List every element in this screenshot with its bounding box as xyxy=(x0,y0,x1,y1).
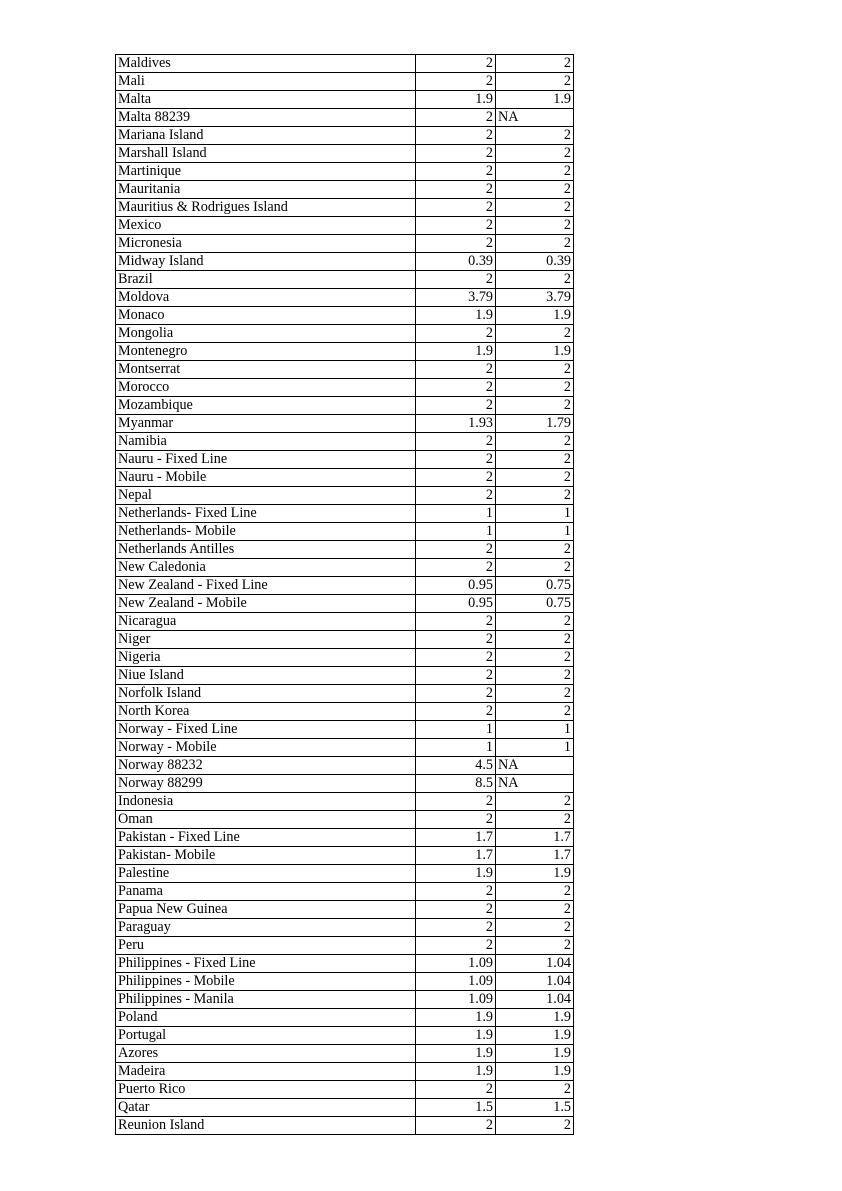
table-row xyxy=(116,307,574,325)
country-name-cell: Marshall Island xyxy=(116,145,416,163)
country-name-cell: Monaco xyxy=(116,307,416,325)
rate-1-cell: 2 xyxy=(416,469,496,487)
country-name-cell: Norway - Fixed Line xyxy=(116,721,416,739)
rate-1-cell: 2 xyxy=(416,181,496,199)
country-name-cell: Mongolia xyxy=(116,325,416,343)
rate-2-cell: 3.79 xyxy=(496,289,574,307)
country-name-cell: Norfolk Island xyxy=(116,685,416,703)
country-name-cell: Paraguay xyxy=(116,919,416,937)
table-row xyxy=(116,541,574,559)
rate-1-cell: 1.9 xyxy=(416,1027,496,1045)
table-row xyxy=(116,883,574,901)
country-name-cell: Maldives xyxy=(116,55,416,73)
rate-2-cell: 2 xyxy=(496,73,574,91)
rate-2-cell: 1.04 xyxy=(496,955,574,973)
table-row xyxy=(116,1117,574,1135)
rate-2-cell: 2 xyxy=(496,235,574,253)
rate-1-cell: 2 xyxy=(416,397,496,415)
rate-1-cell: 2 xyxy=(416,451,496,469)
country-name-cell: Reunion Island xyxy=(116,1117,416,1135)
rate-2-cell: 2 xyxy=(496,145,574,163)
country-name-cell: Madeira xyxy=(116,1063,416,1081)
rate-2-cell: 1.9 xyxy=(496,91,574,109)
rate-1-cell: 4.5 xyxy=(416,757,496,775)
rate-1-cell: 2 xyxy=(416,55,496,73)
table-row xyxy=(116,289,574,307)
country-name-cell: Panama xyxy=(116,883,416,901)
rate-1-cell: 2 xyxy=(416,667,496,685)
rate-2-cell: 0.39 xyxy=(496,253,574,271)
table-row xyxy=(116,721,574,739)
country-name-cell: Netherlands- Mobile xyxy=(116,523,416,541)
table-row xyxy=(116,1027,574,1045)
country-name-cell: Nicaragua xyxy=(116,613,416,631)
table-row xyxy=(116,379,574,397)
rate-1-cell: 2 xyxy=(416,433,496,451)
rate-2-cell: 2 xyxy=(496,667,574,685)
rate-1-cell: 2 xyxy=(416,937,496,955)
country-name-cell: Netherlands Antilles xyxy=(116,541,416,559)
rate-2-cell: 0.75 xyxy=(496,577,574,595)
country-name-cell: Nepal xyxy=(116,487,416,505)
rate-1-cell: 2 xyxy=(416,919,496,937)
rate-2-cell: 1.7 xyxy=(496,847,574,865)
table-row xyxy=(116,577,574,595)
table-row xyxy=(116,1045,574,1063)
table-row xyxy=(116,1081,574,1099)
table-row xyxy=(116,199,574,217)
table-row xyxy=(116,559,574,577)
rate-1-cell: 1 xyxy=(416,739,496,757)
table-row xyxy=(116,955,574,973)
rate-1-cell: 2 xyxy=(416,127,496,145)
rate-2-cell: 1.9 xyxy=(496,1063,574,1081)
rate-2-cell: NA xyxy=(496,775,574,793)
rate-1-cell: 2 xyxy=(416,487,496,505)
country-name-cell: Micronesia xyxy=(116,235,416,253)
table-row xyxy=(116,73,574,91)
country-name-cell: Indonesia xyxy=(116,793,416,811)
rate-2-cell: 1.9 xyxy=(496,307,574,325)
country-name-cell: Puerto Rico xyxy=(116,1081,416,1099)
table-row xyxy=(116,451,574,469)
rate-2-cell: 2 xyxy=(496,685,574,703)
country-name-cell: Pakistan - Fixed Line xyxy=(116,829,416,847)
country-name-cell: Nigeria xyxy=(116,649,416,667)
rate-1-cell: 2 xyxy=(416,793,496,811)
rate-1-cell: 1.9 xyxy=(416,1045,496,1063)
rates-table-body xyxy=(116,55,574,1135)
rate-1-cell: 2 xyxy=(416,631,496,649)
rate-2-cell: 2 xyxy=(496,1117,574,1135)
country-name-cell: Moldova xyxy=(116,289,416,307)
table-row xyxy=(116,343,574,361)
table-row xyxy=(116,757,574,775)
rate-1-cell: 2 xyxy=(416,379,496,397)
country-name-cell: Norway 88232 xyxy=(116,757,416,775)
country-name-cell: New Caledonia xyxy=(116,559,416,577)
table-row xyxy=(116,469,574,487)
rate-1-cell: 2 xyxy=(416,649,496,667)
table-row xyxy=(116,901,574,919)
table-row xyxy=(116,217,574,235)
rate-2-cell: 1.9 xyxy=(496,343,574,361)
rate-1-cell: 2 xyxy=(416,199,496,217)
rate-2-cell: 2 xyxy=(496,883,574,901)
rate-1-cell: 2 xyxy=(416,559,496,577)
table-row xyxy=(116,595,574,613)
rate-2-cell: 1.9 xyxy=(496,1045,574,1063)
country-name-cell: Mozambique xyxy=(116,397,416,415)
country-name-cell: Papua New Guinea xyxy=(116,901,416,919)
country-name-cell: Philippines - Mobile xyxy=(116,973,416,991)
rate-2-cell: 1 xyxy=(496,739,574,757)
rate-1-cell: 1.9 xyxy=(416,343,496,361)
rate-2-cell: 2 xyxy=(496,469,574,487)
country-name-cell: Palestine xyxy=(116,865,416,883)
rate-1-cell: 1.5 xyxy=(416,1099,496,1117)
country-name-cell: Niue Island xyxy=(116,667,416,685)
table-row xyxy=(116,253,574,271)
rate-2-cell: 2 xyxy=(496,649,574,667)
rate-2-cell: 2 xyxy=(496,559,574,577)
rate-1-cell: 2 xyxy=(416,217,496,235)
country-name-cell: Montenegro xyxy=(116,343,416,361)
table-row xyxy=(116,325,574,343)
country-name-cell: Mexico xyxy=(116,217,416,235)
rate-2-cell: 2 xyxy=(496,55,574,73)
rate-1-cell: 2 xyxy=(416,703,496,721)
table-row xyxy=(116,667,574,685)
rate-1-cell: 1 xyxy=(416,721,496,739)
table-row xyxy=(116,739,574,757)
country-name-cell: New Zealand - Fixed Line xyxy=(116,577,416,595)
rate-2-cell: 2 xyxy=(496,541,574,559)
rate-2-cell: 1.9 xyxy=(496,1009,574,1027)
rate-2-cell: NA xyxy=(496,109,574,127)
rate-1-cell: 2 xyxy=(416,883,496,901)
rate-1-cell: 1.9 xyxy=(416,865,496,883)
rate-2-cell: 2 xyxy=(496,487,574,505)
rate-1-cell: 2 xyxy=(416,163,496,181)
table-row xyxy=(116,703,574,721)
rate-1-cell: 1.09 xyxy=(416,955,496,973)
country-name-cell: New Zealand - Mobile xyxy=(116,595,416,613)
table-row xyxy=(116,631,574,649)
rate-2-cell: 1.9 xyxy=(496,865,574,883)
rate-1-cell: 1.7 xyxy=(416,829,496,847)
country-name-cell: Montserrat xyxy=(116,361,416,379)
rate-2-cell: 2 xyxy=(496,163,574,181)
table-row xyxy=(116,181,574,199)
table-row xyxy=(116,361,574,379)
country-name-cell: Nauru - Fixed Line xyxy=(116,451,416,469)
rate-1-cell: 1.93 xyxy=(416,415,496,433)
rate-2-cell: 2 xyxy=(496,451,574,469)
rate-2-cell: 2 xyxy=(496,127,574,145)
country-name-cell: Azores xyxy=(116,1045,416,1063)
country-name-cell: Peru xyxy=(116,937,416,955)
rate-2-cell: 1 xyxy=(496,505,574,523)
rate-2-cell: 1.5 xyxy=(496,1099,574,1117)
rate-1-cell: 2 xyxy=(416,361,496,379)
rate-1-cell: 2 xyxy=(416,1117,496,1135)
rates-table xyxy=(115,54,574,1135)
table-row xyxy=(116,919,574,937)
table-row xyxy=(116,235,574,253)
rate-2-cell: 1.79 xyxy=(496,415,574,433)
table-row xyxy=(116,433,574,451)
rate-1-cell: 0.95 xyxy=(416,595,496,613)
table-row xyxy=(116,847,574,865)
table-row xyxy=(116,487,574,505)
table-row xyxy=(116,775,574,793)
table-row xyxy=(116,865,574,883)
rate-1-cell: 2 xyxy=(416,271,496,289)
table-row xyxy=(116,145,574,163)
country-name-cell: Martinique xyxy=(116,163,416,181)
rate-1-cell: 0.95 xyxy=(416,577,496,595)
country-name-cell: Netherlands- Fixed Line xyxy=(116,505,416,523)
rate-1-cell: 1.9 xyxy=(416,91,496,109)
table-row xyxy=(116,685,574,703)
table-row xyxy=(116,91,574,109)
rate-1-cell: 8.5 xyxy=(416,775,496,793)
rate-1-cell: 1.9 xyxy=(416,307,496,325)
table-row xyxy=(116,109,574,127)
rate-2-cell: 2 xyxy=(496,1081,574,1099)
country-name-cell: Mauritius & Rodrigues Island xyxy=(116,199,416,217)
rate-1-cell: 2 xyxy=(416,325,496,343)
rate-2-cell: 1.04 xyxy=(496,991,574,1009)
country-name-cell: Morocco xyxy=(116,379,416,397)
country-name-cell: Mauritania xyxy=(116,181,416,199)
country-name-cell: Midway Island xyxy=(116,253,416,271)
rate-1-cell: 1.09 xyxy=(416,991,496,1009)
rate-2-cell: 2 xyxy=(496,901,574,919)
rate-2-cell: 2 xyxy=(496,937,574,955)
rate-1-cell: 2 xyxy=(416,811,496,829)
rate-2-cell: 2 xyxy=(496,361,574,379)
rate-1-cell: 2 xyxy=(416,73,496,91)
country-name-cell: Norway 88299 xyxy=(116,775,416,793)
rate-2-cell: 2 xyxy=(496,613,574,631)
table-row xyxy=(116,1099,574,1117)
table-row xyxy=(116,991,574,1009)
country-name-cell: Poland xyxy=(116,1009,416,1027)
country-name-cell: Mali xyxy=(116,73,416,91)
table-row xyxy=(116,163,574,181)
table-row xyxy=(116,397,574,415)
table-row xyxy=(116,649,574,667)
rate-2-cell: 1 xyxy=(496,523,574,541)
table-row xyxy=(116,415,574,433)
country-name-cell: Oman xyxy=(116,811,416,829)
table-row xyxy=(116,55,574,73)
rate-2-cell: 1.9 xyxy=(496,1027,574,1045)
country-name-cell: Malta 88239 xyxy=(116,109,416,127)
rate-2-cell: 2 xyxy=(496,397,574,415)
table-row xyxy=(116,613,574,631)
table-row xyxy=(116,973,574,991)
country-name-cell: Qatar xyxy=(116,1099,416,1117)
country-name-cell: Brazil xyxy=(116,271,416,289)
table-row xyxy=(116,793,574,811)
rate-1-cell: 2 xyxy=(416,1081,496,1099)
country-name-cell: Malta xyxy=(116,91,416,109)
rate-1-cell: 2 xyxy=(416,541,496,559)
rate-2-cell: 1.04 xyxy=(496,973,574,991)
table-row xyxy=(116,811,574,829)
rate-2-cell: 2 xyxy=(496,919,574,937)
rate-1-cell: 1 xyxy=(416,505,496,523)
rate-1-cell: 2 xyxy=(416,901,496,919)
table-row xyxy=(116,505,574,523)
rate-1-cell: 2 xyxy=(416,145,496,163)
rate-2-cell: 2 xyxy=(496,811,574,829)
rate-1-cell: 1 xyxy=(416,523,496,541)
rate-2-cell: 2 xyxy=(496,325,574,343)
country-name-cell: Mariana Island xyxy=(116,127,416,145)
table-row xyxy=(116,523,574,541)
rate-2-cell: 2 xyxy=(496,271,574,289)
table-row xyxy=(116,127,574,145)
rate-1-cell: 1.9 xyxy=(416,1009,496,1027)
table-row xyxy=(116,1009,574,1027)
rate-1-cell: 2 xyxy=(416,109,496,127)
country-name-cell: Nauru - Mobile xyxy=(116,469,416,487)
country-name-cell: Namibia xyxy=(116,433,416,451)
rate-2-cell: 2 xyxy=(496,793,574,811)
table-row xyxy=(116,937,574,955)
rate-1-cell: 1.09 xyxy=(416,973,496,991)
country-name-cell: Niger xyxy=(116,631,416,649)
country-name-cell: Philippines - Fixed Line xyxy=(116,955,416,973)
rate-2-cell: 1 xyxy=(496,721,574,739)
table-row xyxy=(116,829,574,847)
table-row xyxy=(116,1063,574,1081)
country-name-cell: Portugal xyxy=(116,1027,416,1045)
rate-2-cell: 2 xyxy=(496,181,574,199)
rate-2-cell: 2 xyxy=(496,631,574,649)
table-row xyxy=(116,271,574,289)
rate-1-cell: 1.9 xyxy=(416,1063,496,1081)
rate-2-cell: 2 xyxy=(496,379,574,397)
rate-1-cell: 2 xyxy=(416,685,496,703)
country-name-cell: North Korea xyxy=(116,703,416,721)
rate-2-cell: 2 xyxy=(496,199,574,217)
rate-1-cell: 2 xyxy=(416,613,496,631)
rate-2-cell: 1.7 xyxy=(496,829,574,847)
country-name-cell: Philippines - Manila xyxy=(116,991,416,1009)
rate-2-cell: 2 xyxy=(496,433,574,451)
country-name-cell: Myanmar xyxy=(116,415,416,433)
country-name-cell: Pakistan- Mobile xyxy=(116,847,416,865)
rate-2-cell: 0.75 xyxy=(496,595,574,613)
rate-1-cell: 0.39 xyxy=(416,253,496,271)
rate-2-cell: 2 xyxy=(496,703,574,721)
rate-1-cell: 2 xyxy=(416,235,496,253)
rate-1-cell: 1.7 xyxy=(416,847,496,865)
rate-2-cell: 2 xyxy=(496,217,574,235)
country-name-cell: Norway - Mobile xyxy=(116,739,416,757)
rate-1-cell: 3.79 xyxy=(416,289,496,307)
rate-2-cell: NA xyxy=(496,757,574,775)
